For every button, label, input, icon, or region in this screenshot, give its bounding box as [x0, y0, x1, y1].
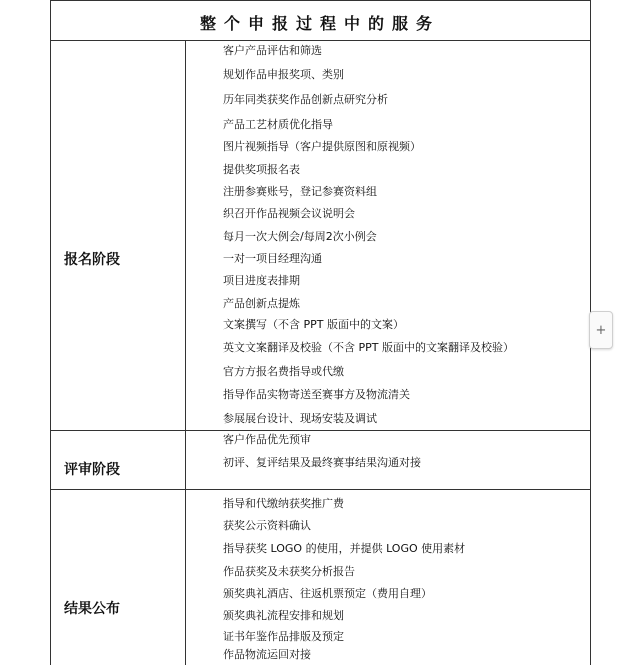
- table-top-border: [50, 0, 591, 1]
- result-item: 颁奖典礼酒店、往返机票预定（费用自理）: [223, 587, 432, 600]
- registration-item: 规划作品申报奖项、类别: [223, 68, 344, 81]
- registration-item: 英文文案翻译及校验（不含 PPT 版面中的文案翻译及校验）: [223, 341, 514, 354]
- result-item: 作品物流运回对接: [223, 648, 311, 661]
- result-item: 颁奖典礼流程安排和规划: [223, 609, 344, 622]
- registration-item: 项目进度表排期: [223, 274, 300, 287]
- review-item: 客户作品优先预审: [223, 433, 311, 446]
- table-title: 整个申报过程中的服务: [199, 13, 440, 33]
- registration-item: 图片视频指导（客户提供原图和原视频）: [223, 140, 421, 153]
- registration-item: 一对一项目经理沟通: [223, 252, 322, 265]
- plus-icon: +: [595, 322, 607, 338]
- review-item: 初评、复评结果及最终赛事结果沟通对接: [223, 456, 421, 469]
- result-item: 指导获奖 LOGO 的使用，并提供 LOGO 使用素材: [223, 542, 466, 555]
- title-row-divider: [50, 40, 591, 41]
- registration-item: 指导作品实物寄送至赛事方及物流清关: [223, 388, 410, 401]
- registration-item: 注册参赛账号，登记参赛资料组: [223, 185, 377, 198]
- registration-item: 产品创新点提炼: [223, 297, 300, 310]
- registration-item: 官方方报名费指导或代缴: [223, 365, 344, 378]
- registration-item: 每月一次大例会/每周2次小例会: [223, 230, 377, 243]
- stage-column-divider: [185, 40, 186, 665]
- result-item: 证书年鉴作品排版及预定: [223, 630, 344, 643]
- registration-item: 提供奖项报名表: [223, 163, 300, 176]
- registration-item: 织召开作品视频会议说明会: [223, 207, 355, 220]
- table-left-border: [50, 0, 51, 665]
- stage-label-result: 结果公布: [64, 601, 120, 617]
- result-item: 作品获奖及未获奖分析报告: [223, 565, 355, 578]
- registration-item: 客户产品评估和筛选: [223, 44, 322, 57]
- registration-item: 产品工艺材质优化指导: [223, 118, 333, 131]
- add-button[interactable]: [589, 311, 613, 349]
- registration-item: 文案撰写（不含 PPT 版面中的文案）: [223, 318, 404, 331]
- registration-item: 参展展台设计、现场安装及调试: [223, 412, 377, 425]
- stage-label-registration: 报名阶段: [64, 252, 120, 268]
- registration-row-divider: [50, 430, 591, 431]
- registration-item: 历年同类获奖作品创新点研究分析: [223, 93, 388, 106]
- review-row-divider: [50, 489, 591, 490]
- stage-label-review: 评审阶段: [64, 462, 120, 478]
- result-item: 获奖公示资料确认: [223, 519, 311, 532]
- result-item: 指导和代缴纳获奖推广费: [223, 497, 344, 510]
